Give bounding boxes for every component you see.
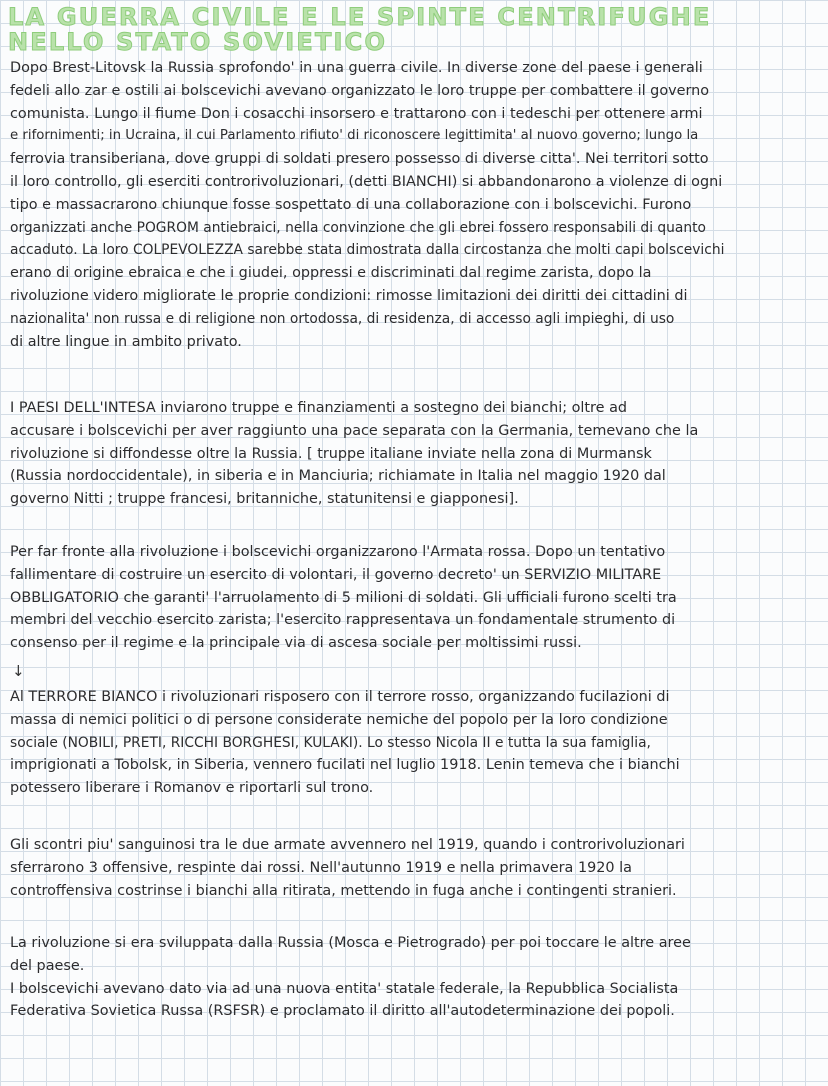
text-line: rivoluzione videro migliorate le proprie condizioni: rimosse limitazioni dei diritti dei cittadini di <box>10 287 688 304</box>
text-line: il loro controllo, gli eserciti controrivoluzionari, (detti BIANCHI) si abbandonarono a violenze di ogni <box>10 173 723 190</box>
text-line: OBBLIGATORIO che garanti' l'arruolamento di 5 milioni di soldati. Gli ufficiali furono scelti tra <box>10 589 677 606</box>
paragraph-entente <box>10 397 822 511</box>
text-line: potessero liberare i Romanov e riportarli sul trono. <box>10 780 374 797</box>
text-line: I bolscevichi avevano dato via ad una nuova entita' statale federale, la Repubblica Socialista <box>10 980 679 997</box>
text-line: imprigionati a Tobolsk, in Siberia, vennero fucilati nel luglio 1918. Lenin temeva che i bianchi <box>10 757 680 774</box>
text-line: di altre lingue in ambito privato. <box>10 333 242 350</box>
text-line: tipo e massacrarono chiunque fosse sospettato di una collaborazione con i bolscevichi. Furono <box>10 196 692 213</box>
paragraph-red-army <box>10 541 822 655</box>
text-line: (Russia nordoccidentale), in siberia e in Manciuria; richiamate in Italia nel maggio 1920 dal <box>10 468 666 485</box>
text-line: accusare i bolscevichi per aver raggiunto una pace separata con la Germania, temevano che la <box>10 422 699 439</box>
page-title-line-2: NELLO STATO SOVIETICO <box>8 28 388 56</box>
text-line: accaduto. La loro COLPEVOLEZZA sarebbe stata dimostrata dalla circostanza che molti capi bolscevichi <box>10 242 725 259</box>
text-line: membri del vecchio esercito zarista; l'esercito rappresentava un fondamentale strumento di <box>10 612 676 629</box>
text-line: Dopo Brest-Litovsk la Russia sprofondo' in una guerra civile. In diverse zone del paese i generali <box>10 60 703 76</box>
down-arrow-icon: ↓ <box>12 662 25 680</box>
text-line: fedeli allo zar e ostili ai bolscevichi avevano organizzato le loro truppe per combattere il governo <box>10 82 710 99</box>
text-line: rivoluzione si diffondesse oltre la Russia. [ truppe italiane inviate nella zona di Murmansk <box>10 445 652 462</box>
text-line: Per far fronte alla rivoluzione i bolscevichi organizzarono l'Armata rossa. Dopo un tentativo <box>10 544 666 560</box>
text-line: erano di origine ebraica e che i giudei, oppressi e discriminati dal regime zarista, dopo la <box>10 265 652 282</box>
text-line: sferrarono 3 offensive, respinte dai rossi. Nell'autunno 1919 e nella primavera 1920 la <box>10 859 632 876</box>
text-line: governo Nitti ; truppe francesi, britanniche, statunitensi e giapponesi]. <box>10 491 519 508</box>
text-line: del paese. <box>10 957 85 974</box>
text-line: sociale (NOBILI, PRETI, RICCHI BORGHESI, KULAKI). Lo stesso Nicola II e tutta la sua famiglia, <box>10 734 651 751</box>
paragraph-civil-war <box>10 57 822 353</box>
text-line: e rifornimenti; in Ucraina, il cui Parlamento rifiuto' di riconoscere legittimita' al nuovo governo; lungo la <box>10 128 699 144</box>
text-line: consenso per il regime e la principale via di ascesa sociale per moltissimi russi. <box>10 635 582 652</box>
text-line: comunista. Lungo il fiume Don i cosacchi insorsero e trattarono con i tedeschi per ottenere armi <box>10 105 703 122</box>
text-line: nazionalita' non russa e di religione non ortodossa, di residenza, di accesso agli impieghi, di uso <box>10 310 675 327</box>
page-title-line-1: LA GUERRA CIVILE E LE SPINTE CENTRIFUGHE <box>8 3 712 31</box>
text-line: La rivoluzione si era sviluppata dalla Russia (Mosca e Pietrogrado) per poi toccare le altre aree <box>10 935 691 951</box>
paragraph-rsfsr <box>10 932 822 1023</box>
text-line: ferrovia transiberiana, dove gruppi di soldati presero possesso di diverse citta'. Nei territori sotto <box>10 151 709 168</box>
paragraph-battles <box>10 834 822 902</box>
text-line: I PAESI DELL'INTESA inviarono truppe e finanziamenti a sostegno dei bianchi; oltre ad <box>10 400 628 416</box>
text-line: controffensiva costrinse i bianchi alla ritirata, mettendo in fuga anche i contingenti stranieri. <box>10 882 677 899</box>
text-line: organizzati anche POGROM antiebraici, nella convinzione che gli ebrei fossero responsabili di quanto <box>10 219 706 236</box>
text-line: Gli scontri piu' sanguinosi tra le due armate avvennero nel 1919, quando i controrivoluzionari <box>10 837 685 853</box>
text-line: fallimentare di costruire un esercito di volontari, il governo decreto' un SERVIZIO MILITARE <box>10 566 662 583</box>
paragraph-red-terror <box>10 686 822 800</box>
text-line: massa di nemici politici o di persone considerate nemiche del popolo per la loro condizione <box>10 711 668 728</box>
text-line: Federativa Sovietica Russa (RSFSR) e proclamato il diritto all'autodeterminazione dei popoli. <box>10 1003 675 1020</box>
text-line: Al TERRORE BIANCO i rivoluzionari risposero con il terrore rosso, organizzando fucilazioni di <box>10 689 670 705</box>
